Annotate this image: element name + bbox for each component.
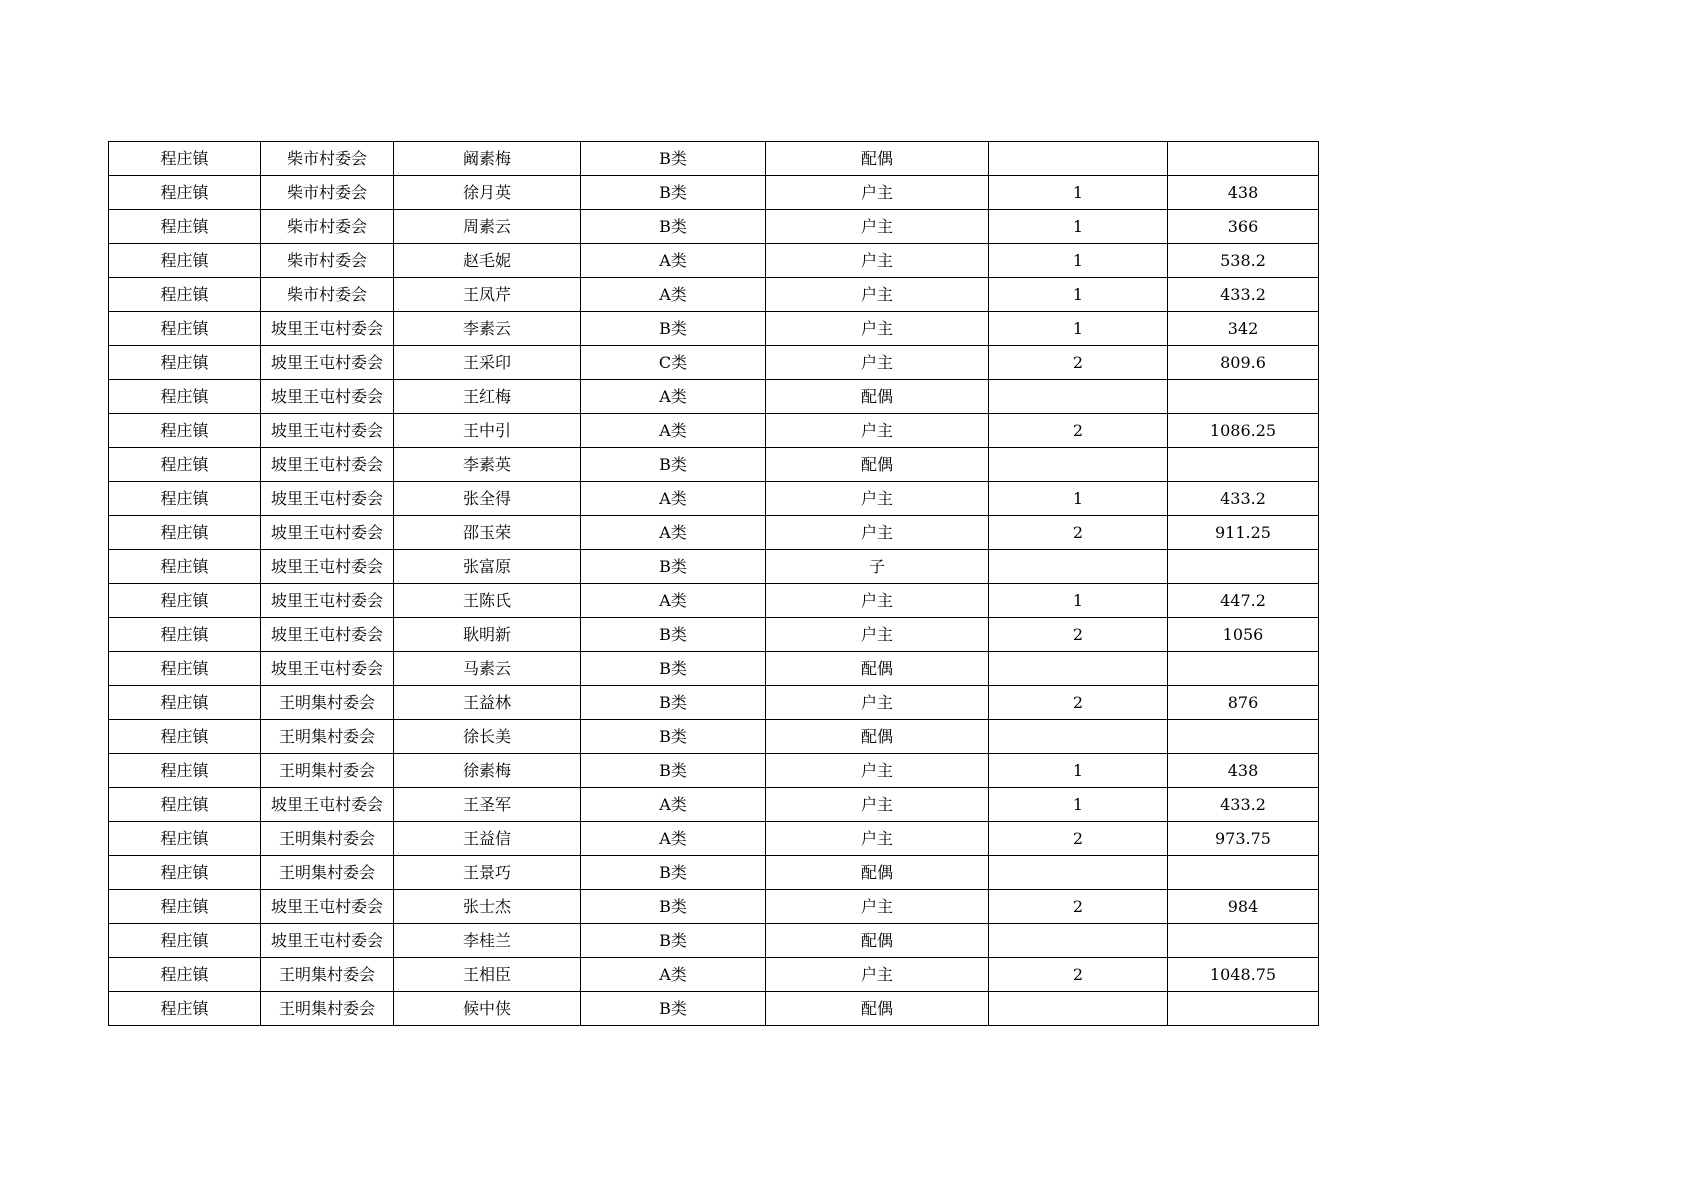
category-cell: B类 (581, 142, 766, 176)
household-size-cell (989, 142, 1168, 176)
relation-cell: 配偶 (766, 380, 989, 414)
name-cell: 王相臣 (394, 958, 581, 992)
village-committee-cell: 坡里王屯村委会 (261, 788, 394, 822)
relation-cell: 户主 (766, 244, 989, 278)
table-row (109, 346, 1319, 380)
household-size-cell: 2 (989, 822, 1168, 856)
relation-cell: 户主 (766, 584, 989, 618)
category-cell: B类 (581, 448, 766, 482)
household-size-cell (989, 448, 1168, 482)
household-size-cell: 2 (989, 618, 1168, 652)
household-size-cell: 1 (989, 482, 1168, 516)
name-cell: 王益林 (394, 686, 581, 720)
relation-cell: 户主 (766, 686, 989, 720)
household-size-cell (989, 856, 1168, 890)
household-size-cell: 2 (989, 414, 1168, 448)
amount-cell (1168, 380, 1319, 414)
name-cell: 阚素梅 (394, 142, 581, 176)
table-row (109, 448, 1319, 482)
town-cell: 程庄镇 (109, 414, 261, 448)
table-row (109, 142, 1319, 176)
table-row (109, 550, 1319, 584)
household-size-cell: 1 (989, 754, 1168, 788)
amount-cell: 433.2 (1168, 482, 1319, 516)
name-cell: 王中引 (394, 414, 581, 448)
amount-cell (1168, 448, 1319, 482)
town-cell: 程庄镇 (109, 992, 261, 1026)
table-row (109, 992, 1319, 1026)
category-cell: B类 (581, 720, 766, 754)
town-cell: 程庄镇 (109, 278, 261, 312)
household-size-cell: 2 (989, 958, 1168, 992)
amount-cell: 433.2 (1168, 788, 1319, 822)
village-committee-cell: 柴市村委会 (261, 244, 394, 278)
village-committee-cell: 坡里王屯村委会 (261, 414, 394, 448)
household-size-cell (989, 550, 1168, 584)
town-cell: 程庄镇 (109, 550, 261, 584)
village-committee-cell: 柴市村委会 (261, 176, 394, 210)
category-cell: B类 (581, 210, 766, 244)
name-cell: 李素云 (394, 312, 581, 346)
category-cell: A类 (581, 958, 766, 992)
relation-cell: 配偶 (766, 992, 989, 1026)
document-page (108, 141, 1319, 1026)
relation-cell: 户主 (766, 210, 989, 244)
relation-cell: 户主 (766, 346, 989, 380)
category-cell: B类 (581, 992, 766, 1026)
name-cell: 周素云 (394, 210, 581, 244)
name-cell: 王圣军 (394, 788, 581, 822)
name-cell: 王凤芹 (394, 278, 581, 312)
town-cell: 程庄镇 (109, 448, 261, 482)
amount-cell (1168, 142, 1319, 176)
name-cell: 李桂兰 (394, 924, 581, 958)
relation-cell: 户主 (766, 414, 989, 448)
amount-cell: 538.2 (1168, 244, 1319, 278)
table-row (109, 754, 1319, 788)
category-cell: A类 (581, 822, 766, 856)
town-cell: 程庄镇 (109, 244, 261, 278)
category-cell: B类 (581, 754, 766, 788)
household-size-cell: 2 (989, 346, 1168, 380)
relation-cell: 配偶 (766, 856, 989, 890)
amount-cell: 809.6 (1168, 346, 1319, 380)
name-cell: 候中侠 (394, 992, 581, 1026)
table-row (109, 244, 1319, 278)
relation-cell: 户主 (766, 312, 989, 346)
village-committee-cell: 王明集村委会 (261, 822, 394, 856)
household-size-cell: 1 (989, 312, 1168, 346)
records-table (108, 141, 1319, 1026)
amount-cell: 438 (1168, 176, 1319, 210)
relation-cell: 户主 (766, 890, 989, 924)
table-row (109, 278, 1319, 312)
category-cell: A类 (581, 516, 766, 550)
village-committee-cell: 王明集村委会 (261, 754, 394, 788)
household-size-cell: 1 (989, 278, 1168, 312)
relation-cell: 户主 (766, 754, 989, 788)
name-cell: 张全得 (394, 482, 581, 516)
amount-cell: 342 (1168, 312, 1319, 346)
amount-cell (1168, 652, 1319, 686)
village-committee-cell: 坡里王屯村委会 (261, 482, 394, 516)
table-row (109, 516, 1319, 550)
town-cell: 程庄镇 (109, 788, 261, 822)
name-cell: 王景巧 (394, 856, 581, 890)
village-committee-cell: 王明集村委会 (261, 958, 394, 992)
amount-cell (1168, 720, 1319, 754)
category-cell: B类 (581, 176, 766, 210)
table-row (109, 210, 1319, 244)
table-row (109, 686, 1319, 720)
amount-cell: 438 (1168, 754, 1319, 788)
relation-cell: 子 (766, 550, 989, 584)
town-cell: 程庄镇 (109, 822, 261, 856)
table-row (109, 788, 1319, 822)
amount-cell (1168, 924, 1319, 958)
village-committee-cell: 坡里王屯村委会 (261, 516, 394, 550)
village-committee-cell: 坡里王屯村委会 (261, 584, 394, 618)
town-cell: 程庄镇 (109, 686, 261, 720)
amount-cell: 447.2 (1168, 584, 1319, 618)
amount-cell (1168, 550, 1319, 584)
town-cell: 程庄镇 (109, 618, 261, 652)
village-committee-cell: 坡里王屯村委会 (261, 346, 394, 380)
household-size-cell: 2 (989, 890, 1168, 924)
amount-cell: 984 (1168, 890, 1319, 924)
table-row (109, 890, 1319, 924)
relation-cell: 户主 (766, 482, 989, 516)
name-cell: 张富原 (394, 550, 581, 584)
table-row (109, 618, 1319, 652)
town-cell: 程庄镇 (109, 142, 261, 176)
category-cell: B类 (581, 312, 766, 346)
household-size-cell: 2 (989, 686, 1168, 720)
village-committee-cell: 王明集村委会 (261, 686, 394, 720)
household-size-cell: 1 (989, 244, 1168, 278)
table-row (109, 856, 1319, 890)
town-cell: 程庄镇 (109, 890, 261, 924)
category-cell: A类 (581, 380, 766, 414)
category-cell: C类 (581, 346, 766, 380)
village-committee-cell: 王明集村委会 (261, 992, 394, 1026)
village-committee-cell: 坡里王屯村委会 (261, 448, 394, 482)
table-row (109, 584, 1319, 618)
household-size-cell (989, 992, 1168, 1026)
name-cell: 徐月英 (394, 176, 581, 210)
name-cell: 王采印 (394, 346, 581, 380)
amount-cell: 433.2 (1168, 278, 1319, 312)
household-size-cell (989, 380, 1168, 414)
town-cell: 程庄镇 (109, 312, 261, 346)
amount-cell: 876 (1168, 686, 1319, 720)
table-row (109, 720, 1319, 754)
table-row (109, 924, 1319, 958)
name-cell: 王益信 (394, 822, 581, 856)
table-row (109, 958, 1319, 992)
village-committee-cell: 坡里王屯村委会 (261, 380, 394, 414)
relation-cell: 户主 (766, 176, 989, 210)
household-size-cell: 1 (989, 788, 1168, 822)
category-cell: A类 (581, 482, 766, 516)
village-committee-cell: 坡里王屯村委会 (261, 312, 394, 346)
village-committee-cell: 坡里王屯村委会 (261, 618, 394, 652)
category-cell: B类 (581, 856, 766, 890)
household-size-cell: 2 (989, 516, 1168, 550)
town-cell: 程庄镇 (109, 210, 261, 244)
category-cell: B类 (581, 890, 766, 924)
town-cell: 程庄镇 (109, 176, 261, 210)
name-cell: 王红梅 (394, 380, 581, 414)
amount-cell: 911.25 (1168, 516, 1319, 550)
relation-cell: 配偶 (766, 924, 989, 958)
relation-cell: 户主 (766, 958, 989, 992)
village-committee-cell: 王明集村委会 (261, 856, 394, 890)
town-cell: 程庄镇 (109, 482, 261, 516)
amount-cell: 1048.75 (1168, 958, 1319, 992)
table-row (109, 482, 1319, 516)
name-cell: 马素云 (394, 652, 581, 686)
table-row (109, 652, 1319, 686)
household-size-cell (989, 652, 1168, 686)
category-cell: B类 (581, 924, 766, 958)
village-committee-cell: 坡里王屯村委会 (261, 924, 394, 958)
category-cell: A类 (581, 788, 766, 822)
town-cell: 程庄镇 (109, 924, 261, 958)
town-cell: 程庄镇 (109, 516, 261, 550)
village-committee-cell: 柴市村委会 (261, 210, 394, 244)
amount-cell: 366 (1168, 210, 1319, 244)
town-cell: 程庄镇 (109, 346, 261, 380)
amount-cell (1168, 992, 1319, 1026)
village-committee-cell: 坡里王屯村委会 (261, 890, 394, 924)
village-committee-cell: 坡里王屯村委会 (261, 652, 394, 686)
household-size-cell: 1 (989, 584, 1168, 618)
relation-cell: 户主 (766, 822, 989, 856)
village-committee-cell: 柴市村委会 (261, 278, 394, 312)
category-cell: A类 (581, 278, 766, 312)
category-cell: A类 (581, 414, 766, 448)
table-row (109, 414, 1319, 448)
name-cell: 张士杰 (394, 890, 581, 924)
town-cell: 程庄镇 (109, 584, 261, 618)
town-cell: 程庄镇 (109, 856, 261, 890)
category-cell: B类 (581, 686, 766, 720)
name-cell: 邵玉荣 (394, 516, 581, 550)
category-cell: A类 (581, 244, 766, 278)
town-cell: 程庄镇 (109, 754, 261, 788)
relation-cell: 配偶 (766, 652, 989, 686)
household-size-cell (989, 720, 1168, 754)
village-committee-cell: 柴市村委会 (261, 142, 394, 176)
town-cell: 程庄镇 (109, 958, 261, 992)
category-cell: B类 (581, 652, 766, 686)
amount-cell: 1086.25 (1168, 414, 1319, 448)
relation-cell: 配偶 (766, 142, 989, 176)
category-cell: B类 (581, 618, 766, 652)
relation-cell: 户主 (766, 618, 989, 652)
name-cell: 徐长美 (394, 720, 581, 754)
table-row (109, 176, 1319, 210)
household-size-cell: 1 (989, 210, 1168, 244)
relation-cell: 配偶 (766, 720, 989, 754)
table-row (109, 312, 1319, 346)
household-size-cell: 1 (989, 176, 1168, 210)
village-committee-cell: 王明集村委会 (261, 720, 394, 754)
town-cell: 程庄镇 (109, 720, 261, 754)
relation-cell: 配偶 (766, 448, 989, 482)
table-row (109, 380, 1319, 414)
name-cell: 赵毛妮 (394, 244, 581, 278)
amount-cell: 1056 (1168, 618, 1319, 652)
name-cell: 李素英 (394, 448, 581, 482)
relation-cell: 户主 (766, 516, 989, 550)
name-cell: 王陈氏 (394, 584, 581, 618)
town-cell: 程庄镇 (109, 652, 261, 686)
amount-cell (1168, 856, 1319, 890)
table-row (109, 822, 1319, 856)
amount-cell: 973.75 (1168, 822, 1319, 856)
relation-cell: 户主 (766, 788, 989, 822)
category-cell: A类 (581, 584, 766, 618)
records-table-body (109, 142, 1319, 1026)
town-cell: 程庄镇 (109, 380, 261, 414)
village-committee-cell: 坡里王屯村委会 (261, 550, 394, 584)
relation-cell: 户主 (766, 278, 989, 312)
category-cell: B类 (581, 550, 766, 584)
household-size-cell (989, 924, 1168, 958)
name-cell: 耿明新 (394, 618, 581, 652)
name-cell: 徐素梅 (394, 754, 581, 788)
